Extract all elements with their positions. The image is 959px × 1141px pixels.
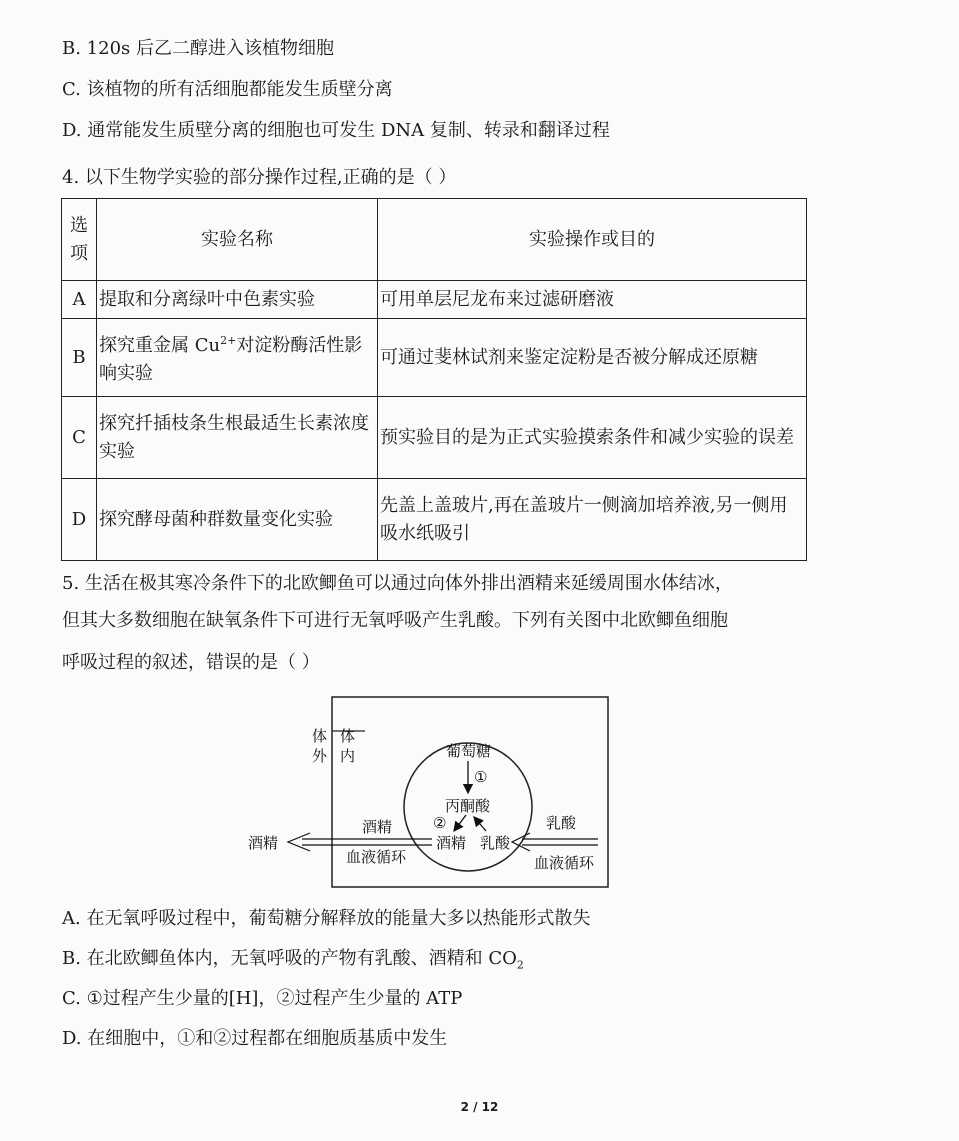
row-option: D (62, 479, 97, 561)
q5-stem-line-1: 5. 生活在极其寒冷条件下的北欧鲫鱼可以通过向体外排出酒精来延缓周围水体结冰， (62, 573, 733, 594)
lactate-cell-label: 乳酸 (480, 834, 511, 852)
glucose-label: 葡萄糖 (446, 742, 492, 760)
ethanol-blood-label: 酒精 (362, 818, 393, 836)
row-name: 探究重金属 $Cu^{2+}$对淀粉酶活性影响实验 (97, 319, 378, 397)
header-operation: 实验操作或目的 (378, 199, 807, 281)
outside-label-1: 体 (312, 727, 328, 745)
inside-label-1: 体 (340, 727, 356, 745)
q3-option-b: B. 120s 后乙二醇进入该植物细胞 (62, 38, 334, 59)
q5-option-d: D. 在细胞中，①和②过程都在细胞质基质中发生 (62, 1028, 448, 1049)
lactate-blood-label: 乳酸 (546, 814, 577, 832)
row-operation: 预实验目的是为正式实验摸索条件和减少实验的误差 (378, 397, 807, 479)
outside-label-2: 外 (312, 747, 328, 765)
pyruvate-label: 丙酮酸 (445, 797, 491, 815)
lactate-to-pyruvate-arrow (474, 817, 486, 831)
step2-label: ② (433, 814, 447, 832)
table-header-row (62, 199, 807, 281)
q5-stem-line-3: 呼吸过程的叙述，错误的是（ ） (62, 652, 320, 673)
q3-option-c: C. 该植物的所有活细胞都能发生质壁分离 (62, 79, 393, 100)
row-option: B (62, 319, 97, 397)
ethanol-cell-label: 酒精 (436, 834, 467, 852)
row-option: A (62, 281, 97, 319)
row-name: 探究酵母菌种群数量变化实验 (97, 479, 378, 561)
ethanol-out-label: 酒精 (248, 834, 279, 852)
row-name: 提取和分离绿叶中色素实验 (97, 281, 378, 319)
q5-option-b: B. 在北欧鲫鱼体内，无氧呼吸的产物有乳酸、酒精和 $CO_2$ (62, 948, 524, 972)
page-number: 2 / 12 (460, 1100, 499, 1114)
row-option: C (62, 397, 97, 479)
row-name: 探究扦插枝条生根最适生长素浓度实验 (97, 397, 378, 479)
table-row (62, 397, 807, 479)
q5-option-a: A. 在无氧呼吸过程中，葡萄糖分解释放的能量大多以热能形式散失 (62, 908, 591, 929)
row-operation: 先盖上盖玻片,再在盖玻片一侧滴加培养液,另一侧用吸水纸吸引 (378, 479, 807, 561)
q5-option-c: C. ①过程产生少量的[H]，②过程产生少量的 ATP (62, 988, 463, 1009)
blood-circ-right-label: 血液循环 (534, 854, 595, 872)
header-name: 实验名称 (97, 199, 378, 281)
q5-stem-line-2: 但其大多数细胞在缺氧条件下可进行无氧呼吸产生乳酸。下列有关图中北欧鲫鱼细胞 (62, 610, 728, 631)
header-option: 选 项 (62, 199, 97, 281)
lactate-in-arrow (522, 839, 598, 845)
inside-label-2: 内 (340, 747, 356, 765)
table-row (62, 319, 807, 397)
step2-arrow (454, 815, 466, 831)
table-row (62, 479, 807, 561)
respiration-diagram (240, 693, 620, 893)
q4-stem: 4. 以下生物学实验的部分操作过程,正确的是（ ） (62, 167, 457, 188)
q4-table (61, 198, 807, 561)
row-operation: 可用单层尼龙布来过滤研磨液 (378, 281, 807, 319)
blood-circ-left-label: 血液循环 (346, 848, 407, 866)
table-row (62, 281, 807, 319)
q3-option-d: D. 通常能发生质壁分离的细胞也可发生 DNA 复制、转录和翻译过程 (62, 120, 610, 141)
row-operation: 可通过斐林试剂来鉴定淀粉是否被分解成还原糖 (378, 319, 807, 397)
step1-label: ① (474, 768, 488, 786)
